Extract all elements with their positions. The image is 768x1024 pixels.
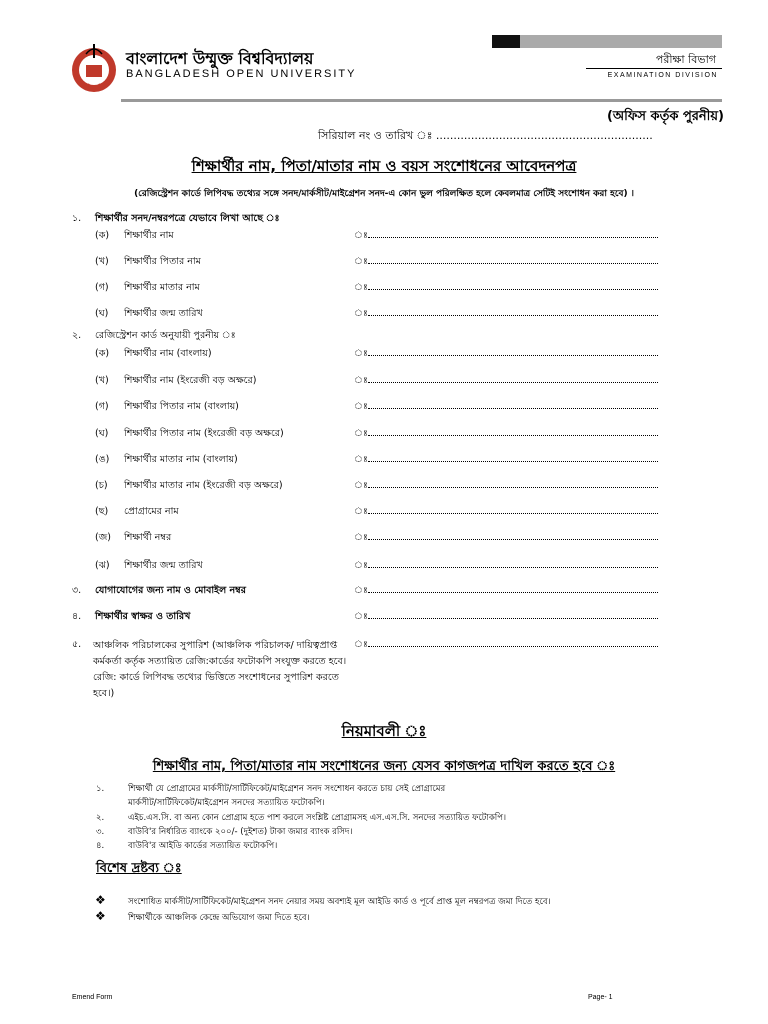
section-title: রেজিস্ট্রেশন কার্ড অনুযায়ী পুরনীয় ঃ [95, 330, 236, 341]
field-label: শিক্ষার্থীর নাম (ইংরেজী বড় অক্ষরে) [124, 375, 257, 386]
section-label: যোগাযোগের জন্য নাম ও মোবাইল নম্বর [95, 585, 246, 596]
diamond-bullet-icon: ❖ [95, 909, 106, 923]
serial-date-field[interactable]: সিরিয়াল নং ও তারিখ ঃ .............................................................. [318, 129, 653, 142]
header-black-block [492, 35, 520, 48]
item-letter: (ঘ) [95, 308, 109, 319]
colon: ঃ [354, 532, 368, 543]
item-letter: (গ) [95, 282, 109, 293]
section-number: ২. [72, 330, 82, 341]
section-number: ১. [72, 213, 82, 224]
field-input-line[interactable] [368, 289, 658, 290]
university-logo [68, 40, 120, 96]
rule-number: ১. [96, 784, 105, 794]
colon: ঃ [354, 639, 368, 650]
rule-number: ৪. [96, 841, 105, 851]
field-input-line[interactable] [368, 315, 658, 316]
rule-item-1-line2: মার্কসীট/সার্টিফিকেট/মাইগ্রেশন সনদের সত্যায়িত ফটোকপি। [128, 798, 325, 808]
header-gray-bar [492, 35, 722, 48]
colon: ঃ [354, 585, 368, 596]
section2-row [0, 479, 768, 495]
item-letter: (ঝ) [95, 560, 110, 571]
section1-row [0, 307, 768, 323]
colon: ঃ [354, 560, 368, 571]
item-letter: (গ) [95, 401, 109, 412]
field-label: শিক্ষার্থীর জন্ম তারিখ [124, 308, 203, 319]
field-label: শিক্ষার্থীর পিতার নাম (বাংলায়) [124, 401, 239, 412]
field-label: শিক্ষার্থীর মাতার নাম [124, 282, 200, 293]
section-number: ৪. [72, 611, 82, 622]
university-name-bn: বাংলাদেশ উম্মুক্ত বিশ্ববিদ্যালয় [126, 49, 314, 68]
section-3-row [0, 584, 768, 600]
field-input-line[interactable] [368, 461, 658, 462]
colon: ঃ [354, 308, 368, 319]
rules-heading: নিয়মাবলী ঃ [341, 722, 427, 740]
recommendation-input-line[interactable] [368, 646, 658, 647]
section1-row [0, 281, 768, 297]
rule-item-1-line1: শিক্ষার্থী যে প্রোগ্রামের মার্কসীট/সার্টিফিকেট/মাইগ্রেশন সনদ সংশোধন করতে চায় সেই প্রোগ্রামের [128, 784, 446, 794]
section-title: শিক্ষার্থীর সনদ/নম্বরপত্রে যেভাবে লিখা আছে ঃ [95, 213, 280, 224]
field-input-line[interactable] [368, 513, 658, 514]
field-label: প্রোগ্রামের নাম [124, 506, 179, 517]
colon: ঃ [354, 401, 368, 412]
section-label: শিক্ষার্থীর স্বাক্ষর ও তারিখ [95, 611, 191, 622]
field-input-line[interactable] [368, 408, 658, 409]
colon: ঃ [354, 506, 368, 517]
rule-item-3: বাউবি'র নির্ধারিত ব্যাংকে ২০০/- (দুইশত) টাকা জমার ব্যাংক রসিদ। [128, 827, 353, 837]
special-note-heading: বিশেষ দ্রষ্টব্য ঃ [96, 861, 182, 876]
section1-row [0, 229, 768, 245]
item-letter: (ক) [95, 230, 110, 241]
colon: ঃ [354, 480, 368, 491]
section2-row [0, 374, 768, 390]
field-label: শিক্ষার্থীর মাতার নাম (বাংলায়) [124, 454, 238, 465]
section2-row [0, 427, 768, 443]
division-rule [586, 68, 722, 69]
item-letter: (খ) [95, 256, 109, 267]
header-divider [121, 99, 722, 102]
colon: ঃ [354, 375, 368, 386]
field-input-line[interactable] [368, 567, 658, 568]
field-label: শিক্ষার্থীর নাম [124, 230, 174, 241]
field-label: শিক্ষার্থী নম্বর [124, 532, 172, 543]
field-input-line[interactable] [368, 435, 658, 436]
form-title: শিক্ষার্থীর নাম, পিতা/মাতার নাম ও বয়স সংশোধনের আবেদনপত্র [191, 157, 577, 175]
section2-row [0, 505, 768, 521]
field-input-line[interactable] [368, 355, 658, 356]
section-5-text: আঞ্চলিক পরিচালকের সুপারিশ (আঞ্চলিক পরিচালক/ দায়িত্বপ্রাপ্ত কর্মকর্তা কর্তৃক সত্যায়িত রেজি:কার্ডের ফটোকপি সংযুক্ত করতে হবে। রেজি: কার্ডে লিপিবদ্ধ তথ্যের ভিত্তিতে সংশোধনের সুপারিশ করতে হবে।) [93, 640, 347, 699]
field-input-line[interactable] [368, 382, 658, 383]
item-letter: (ঘ) [95, 428, 109, 439]
signature-input-line[interactable] [368, 618, 658, 619]
colon: ঃ [354, 348, 368, 359]
colon: ঃ [354, 230, 368, 241]
section2-row [0, 559, 768, 575]
diamond-bullet-icon: ❖ [95, 893, 106, 907]
colon: ঃ [354, 454, 368, 465]
colon: ঃ [354, 256, 368, 267]
rule-item-2: এইচ.এস.সি. বা অন্য কোন প্রোগ্রাম হতে পাশ করলে সংশ্লিষ্ট প্রোগ্রামসহ এস.এস.সি. সনদের সত্যায়িত ফটোকপি। [128, 813, 507, 823]
section-number: ৫. [72, 639, 82, 650]
item-letter: (জ) [95, 532, 111, 543]
section1-row [0, 255, 768, 271]
rules-subheading: শিক্ষার্থীর নাম, পিতা/মাতার নাম সংশোধনের জন্য যেসব কাগজপত্র দাখিল করতে হবে ঃ [152, 759, 616, 774]
section-1-heading [0, 212, 768, 228]
field-input-line[interactable] [368, 263, 658, 264]
division-name-en: EXAMINATION DIVISION [607, 72, 718, 79]
footer-page-number: Page- 1 [588, 994, 613, 1001]
section-number: ৩. [72, 585, 82, 596]
university-name-en: BANGLADESH OPEN UNIVERSITY [126, 68, 357, 80]
form-note: (রেজিস্ট্রেশন কার্ডে লিপিবদ্ধ তথ্যের সঙ্গে সনদ/মার্কসীট/মাইগ্রেশন সনদ-এ কোন ভুল পরিলক্ষিত হলে কেবলমাত্র সেটিই সংশোধন করা হবে) । [134, 189, 634, 199]
section2-row [0, 453, 768, 469]
field-label: শিক্ষার্থীর পিতার নাম [124, 256, 201, 267]
field-input-line[interactable] [368, 539, 658, 540]
field-input-line[interactable] [368, 487, 658, 488]
item-letter: (চ) [95, 480, 108, 491]
field-input-line[interactable] [368, 237, 658, 238]
rule-number: ২. [96, 813, 105, 823]
colon: ঃ [354, 428, 368, 439]
special-note-item-1: সংশোধিত মার্কসীট/সার্টিফিকেট/মাইগ্রেশন সনদ নেয়ার সময় অবশ্যই মূল আইডি কার্ড ও পূর্বে প্রাপ্ত মূল নম্বরপত্র জমা দিতে হবে। [128, 897, 551, 907]
rule-item-4: বাউবি'র আইডি কার্ডের সত্যায়িত ফটোকপি। [128, 841, 278, 851]
rule-number: ৩. [96, 827, 105, 837]
contact-input-line[interactable] [368, 592, 658, 593]
field-label: শিক্ষার্থীর জন্ম তারিখ [124, 560, 203, 571]
field-label: শিক্ষার্থীর নাম (বাংলায়) [124, 348, 212, 359]
field-label: শিক্ষার্থীর পিতার নাম (ইংরেজী বড় অক্ষরে) [124, 428, 284, 439]
item-letter: (ছ) [95, 506, 109, 517]
section2-row [0, 531, 768, 547]
section2-row [0, 347, 768, 363]
special-note-item-2: শিক্ষার্থীকে আঞ্চলিক কেন্দ্রে অভিযোগ জমা দিতে হবে। [128, 913, 310, 923]
division-name-bn: পরীক্ষা বিভাগ [655, 53, 716, 66]
item-letter: (ক) [95, 348, 110, 359]
item-letter: (খ) [95, 375, 109, 386]
office-use-label: (অফিস কর্তৃক পুরনীয়) [606, 109, 724, 124]
section-2-heading [0, 329, 768, 345]
colon: ঃ [354, 282, 368, 293]
section-4-row [0, 610, 768, 626]
section2-row [0, 400, 768, 416]
field-label: শিক্ষার্থীর মাতার নাম (ইংরেজী বড় অক্ষরে) [124, 480, 283, 491]
colon: ঃ [354, 611, 368, 622]
item-letter: (ঙ) [95, 454, 110, 465]
footer-form-name: Emend Form [72, 994, 113, 1001]
